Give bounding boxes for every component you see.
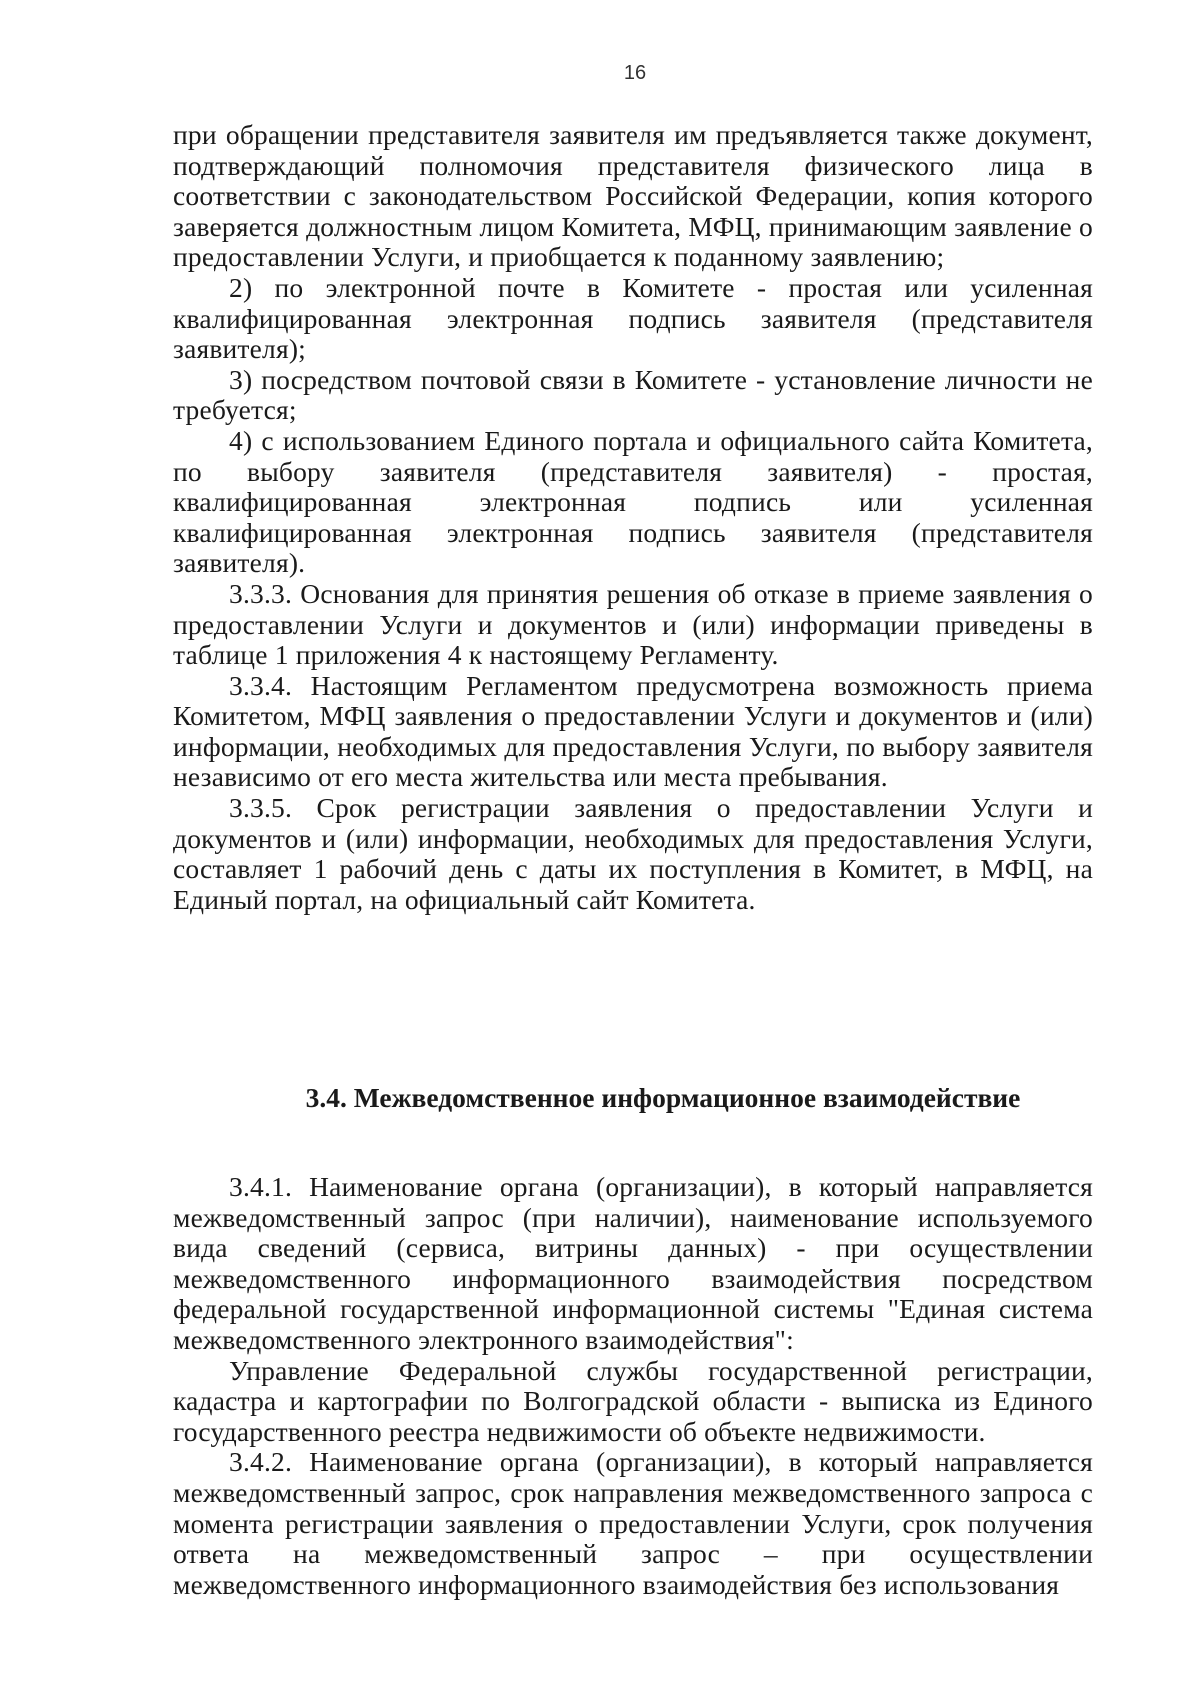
paragraph-3-3-4: 3.3.4. Настоящим Регламентом предусмотрена возможность приема Комитетом, МФЦ заявления о предоставлении Услуги и документов и (или) информации, необходимых для предоставления Услуги, по выбору заявителя независимо от его места жительства или места пребывания. bbox=[173, 669, 1093, 793]
paragraph-item-3-post: 3) посредством почтовой связи в Комитете - установление личности не требуется; bbox=[173, 363, 1093, 426]
section-heading-3-4: 3.4. Межведомственное информационное взаимодействие bbox=[305, 1082, 1021, 1113]
paragraph-item-2-email: 2) по электронной почте в Комитете - простая или усиленная квалифицированная электронная подпись заявителя (представителя заявителя); bbox=[173, 271, 1093, 365]
paragraph-rosreestr: Управление Федеральной службы государственной регистрации, кадастра и картографии по Волгоградской области - выписка из Единого государственного реестра недвижимости об объекте недвижимости. bbox=[173, 1354, 1093, 1447]
paragraph-representative-document: при обращении представителя заявителя им предъявляется также документ, подтверждающий полномочия представителя физического лица в соответствии с законодательством Российской Федерации, копия которого заверяется должностным лицом Комитета, МФЦ, принимающим заявление о предоставлении Услуги, и приобщается к поданному заявлению; bbox=[173, 119, 1093, 273]
paragraph-3-3-3: 3.3.3. Основания для принятия решения об отказе в приеме заявления о предоставлении Услуги и документов и (или) информации приведены в таблице 1 приложения 4 к настоящему Регламенту. bbox=[173, 577, 1093, 671]
paragraph-3-3-5: 3.3.5. Срок регистрации заявления о предоставлении Услуги и документов и (или) информации, необходимых для предоставления Услуги, составляет 1 рабочий день с даты их поступления в Комитет, в МФЦ, на Единый портал, на официальный сайт Комитета. bbox=[173, 792, 1093, 915]
body-text-part1 bbox=[173, 120, 1093, 915]
paragraph-3-4-2: 3.4.2. Наименование органа (организации), в который направляется межведомственный запрос, срок направления межведомственного запроса с момента регистрации заявления о предоставлении Услуги, срок получения ответа на межведомственный запрос – при осуществлении межведомственного информационного взаимодействия без использования bbox=[173, 1446, 1093, 1600]
paragraph-3-4-1: 3.4.1. Наименование органа (организации), в который направляется межведомственный запрос (при наличии), наименование используемого вида сведений (сервиса, витрины данных) - при осуществлении межведомственного информационного взаимодействия посредством федеральной государственной информационной системы "Единая система межведомственного электронного взаимодействия": bbox=[173, 1171, 1093, 1355]
page-number: 16 bbox=[623, 62, 647, 84]
body-text-part2 bbox=[173, 1172, 1093, 1600]
paragraph-item-4-portal: 4) с использованием Единого портала и официального сайта Комитета, по выбору заявителя (представителя заявителя) - простая, квалифицированная электронная подпись или усиленная квалифицированная электронная подпись заявителя (представителя заявителя). bbox=[173, 424, 1093, 579]
